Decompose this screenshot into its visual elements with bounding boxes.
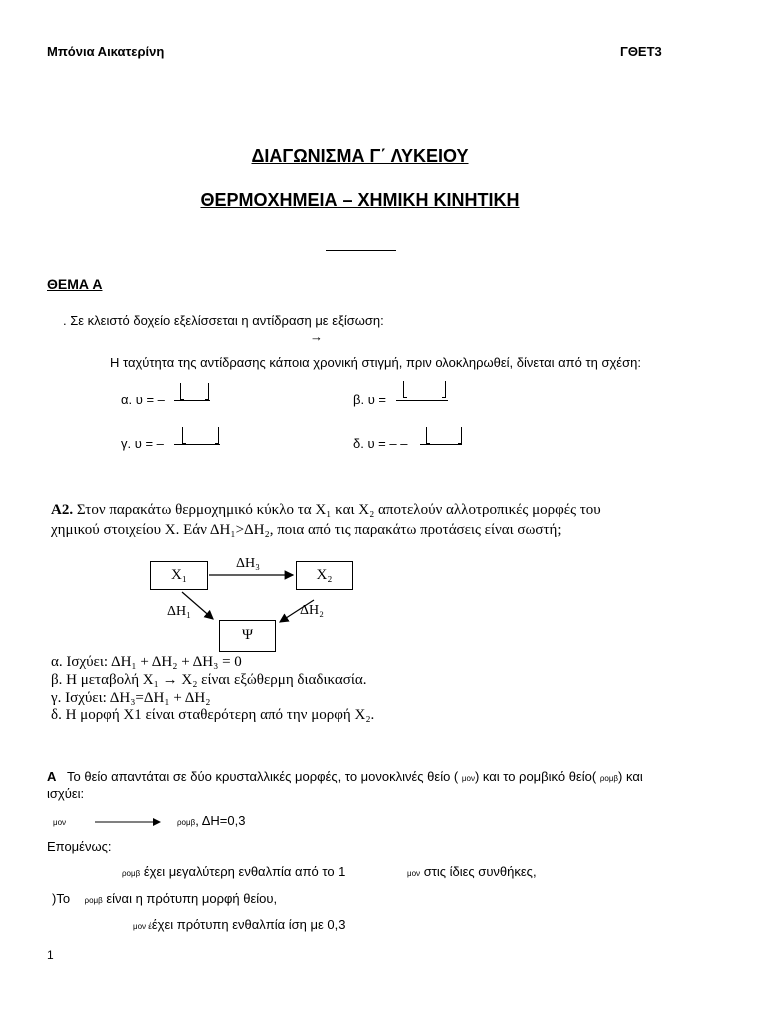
a2-option-b: β. Η μεταβολή Χ₁ → Χ₂ είναι εξώθερμη διαδικασία. <box>51 672 367 688</box>
page-number: 1 <box>47 948 54 962</box>
a1-option-b: β. υ = <box>353 392 387 407</box>
sub-romv: ρομβ <box>599 774 619 783</box>
opt3-sub: μον έ <box>133 922 152 931</box>
a2-line1-text: Στον παρακάτω θερμοχημικό κύκλο τα Χ₁ και Χ₂ αποτελούν αλλοτροπικές μορφές του <box>76 502 601 518</box>
dh3-label: ΔH₃ <box>236 556 260 571</box>
a3-option-1 <box>122 864 345 879</box>
section-heading: ΘΕΜΑ Α <box>47 276 103 292</box>
a2-label: A2. <box>51 502 74 518</box>
sub-mon: μον <box>461 774 475 783</box>
a3-option-3 <box>133 917 346 932</box>
a1-option-a: α. υ = – <box>121 392 165 407</box>
author-name: Μπόνια Αικατερίνη <box>47 44 165 59</box>
therefore: Επομένως: <box>47 839 112 854</box>
dh2-label: ΔH₂ <box>300 603 324 618</box>
a2-option-d: δ. Η μορφή Χ1 είναι σταθερότερη από την μορφή Χ₂. <box>51 707 375 723</box>
class-code: ΓΘΕΤ3 <box>620 44 662 59</box>
a3-option-1b <box>407 864 537 879</box>
opt2-pre: )Το <box>52 891 71 906</box>
a1-option-d: δ. υ = – – <box>353 436 408 451</box>
psi-box: Ψ <box>219 620 276 652</box>
subject-title: ΘΕΡΜΟΧΗΜΕΙΑ – ΧΗΜΙΚΗ ΚΙΝΗΤΙΚΗ <box>200 190 520 210</box>
opt1-text2: στις ίδιες συνθήκες, <box>423 864 537 879</box>
opt2-sub: ρομβ <box>84 896 103 905</box>
a1-question: Η ταχύτητα της αντίδρασης κάποια χρονική στιγμή, πριν ολοκληρωθεί, δίνεται από τη σχέση: <box>110 355 641 370</box>
eq-right: ρομβ <box>177 818 196 827</box>
dh1-label: ΔH₁ <box>167 604 191 619</box>
x1-box: X₁ <box>150 561 208 590</box>
a2-option-c: γ. Ισχύει: ΔΗ₃=ΔΗ₁ + ΔΗ₂ <box>51 690 211 706</box>
eq-right-group <box>177 813 245 828</box>
a3-text2: ) και το ρομβικό θείο( <box>474 769 597 784</box>
a3-label: Α <box>47 769 57 784</box>
opt1-text: έχει μεγαλύτερη ενθαλπία από το 1 <box>143 864 346 879</box>
a3-text3: ) και <box>618 769 643 784</box>
opt3-text: έχει πρότυπη ενθαλπία ίση με 0,3 <box>151 917 346 932</box>
a2-option-a: α. Ισχύει: ΔΗ₁ + ΔΗ₂ + ΔΗ₃ = 0 <box>51 654 242 670</box>
exam-title: ΔΙΑΓΩΝΙΣΜΑ Γ΄ ΛΥΚΕΙΟΥ <box>251 146 469 166</box>
opt2-text: είναι η πρότυπη μορφή θείου, <box>106 891 278 906</box>
opt1-sub2: μον <box>407 869 421 878</box>
eq-dh: , ΔΗ=0,3 <box>195 813 246 828</box>
opt1-sub: ρομβ <box>122 869 141 878</box>
eq-left: μον <box>53 818 67 827</box>
a3-line2: ισχύει: <box>47 786 85 801</box>
a2-line2: χημικού στοιχείου Χ. Εάν ΔΗ₁>ΔΗ₂, ποια από τις παρακάτω προτάσεις είναι σωστή; <box>51 522 562 538</box>
a3-text1: Το θείο απαντάται σε δύο κρυσταλλικές μορφές, το μονοκλινές θείο ( <box>67 769 459 784</box>
a3-option-2 <box>52 891 277 906</box>
reaction-arrow: → <box>310 329 323 344</box>
x2-box: X₂ <box>296 561 353 590</box>
a1-intro: . Σε κλειστό δοχείο εξελίσσεται η αντίδραση με εξίσωση: <box>63 313 384 328</box>
a1-option-c: γ. υ = – <box>121 436 164 451</box>
